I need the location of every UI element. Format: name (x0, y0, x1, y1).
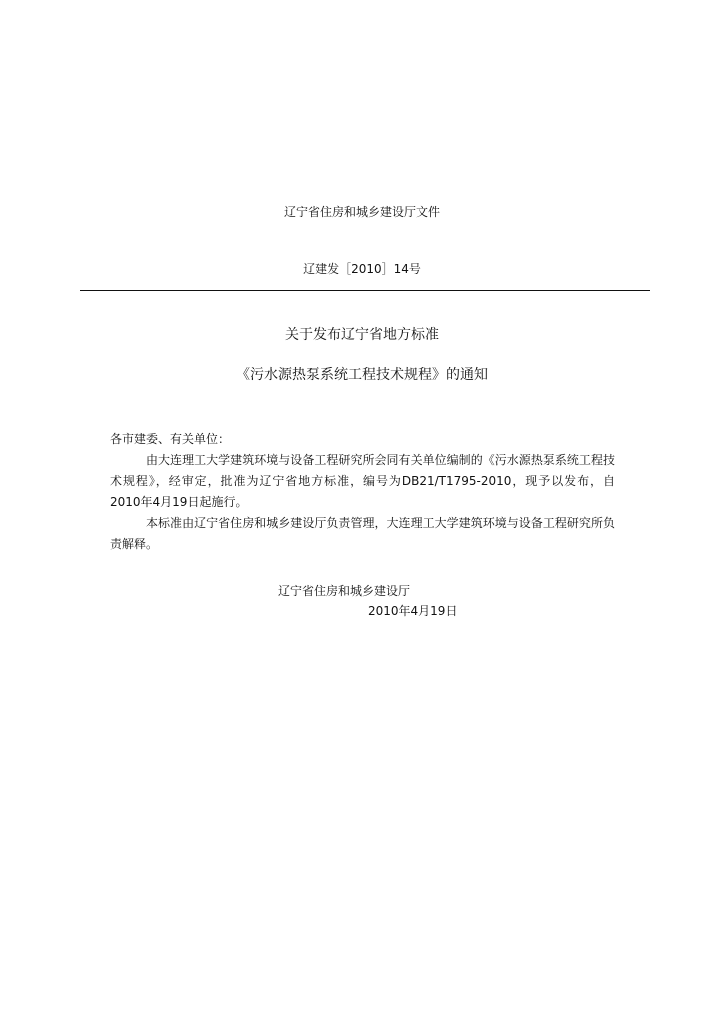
salutation: 各市建委、有关单位： (110, 432, 231, 446)
signature-date: 2010年4月19日 (368, 604, 458, 618)
notice-body (110, 429, 615, 555)
issuer-header: 辽宁省住房和城乡建设厅文件 (283, 205, 440, 219)
header-divider (80, 290, 650, 291)
body-paragraph-2: 本标准由辽宁省住房和城乡建设厅负责管理，大连理工大学建筑环境与设备工程研究所负责解释。 (110, 516, 615, 551)
document-number: 辽建发［2010］14号 (303, 262, 421, 276)
notice-title-line-1: 关于发布辽宁省地方标准 (285, 327, 439, 343)
signature-organization: 辽宁省住房和城乡建设厅 (278, 584, 411, 598)
notice-title-line-2: 《污水源热泵系统工程技术规程》的通知 (236, 367, 488, 383)
body-paragraph-1: 由大连理工大学建筑环境与设备工程研究所会同有关单位编制的《污水源热泵系统工程技术规程》，经审定，批准为辽宁省地方标准，编号为DB21/T1795-2010，现予以发布，自2010年4月19日起施行。 (110, 453, 615, 509)
